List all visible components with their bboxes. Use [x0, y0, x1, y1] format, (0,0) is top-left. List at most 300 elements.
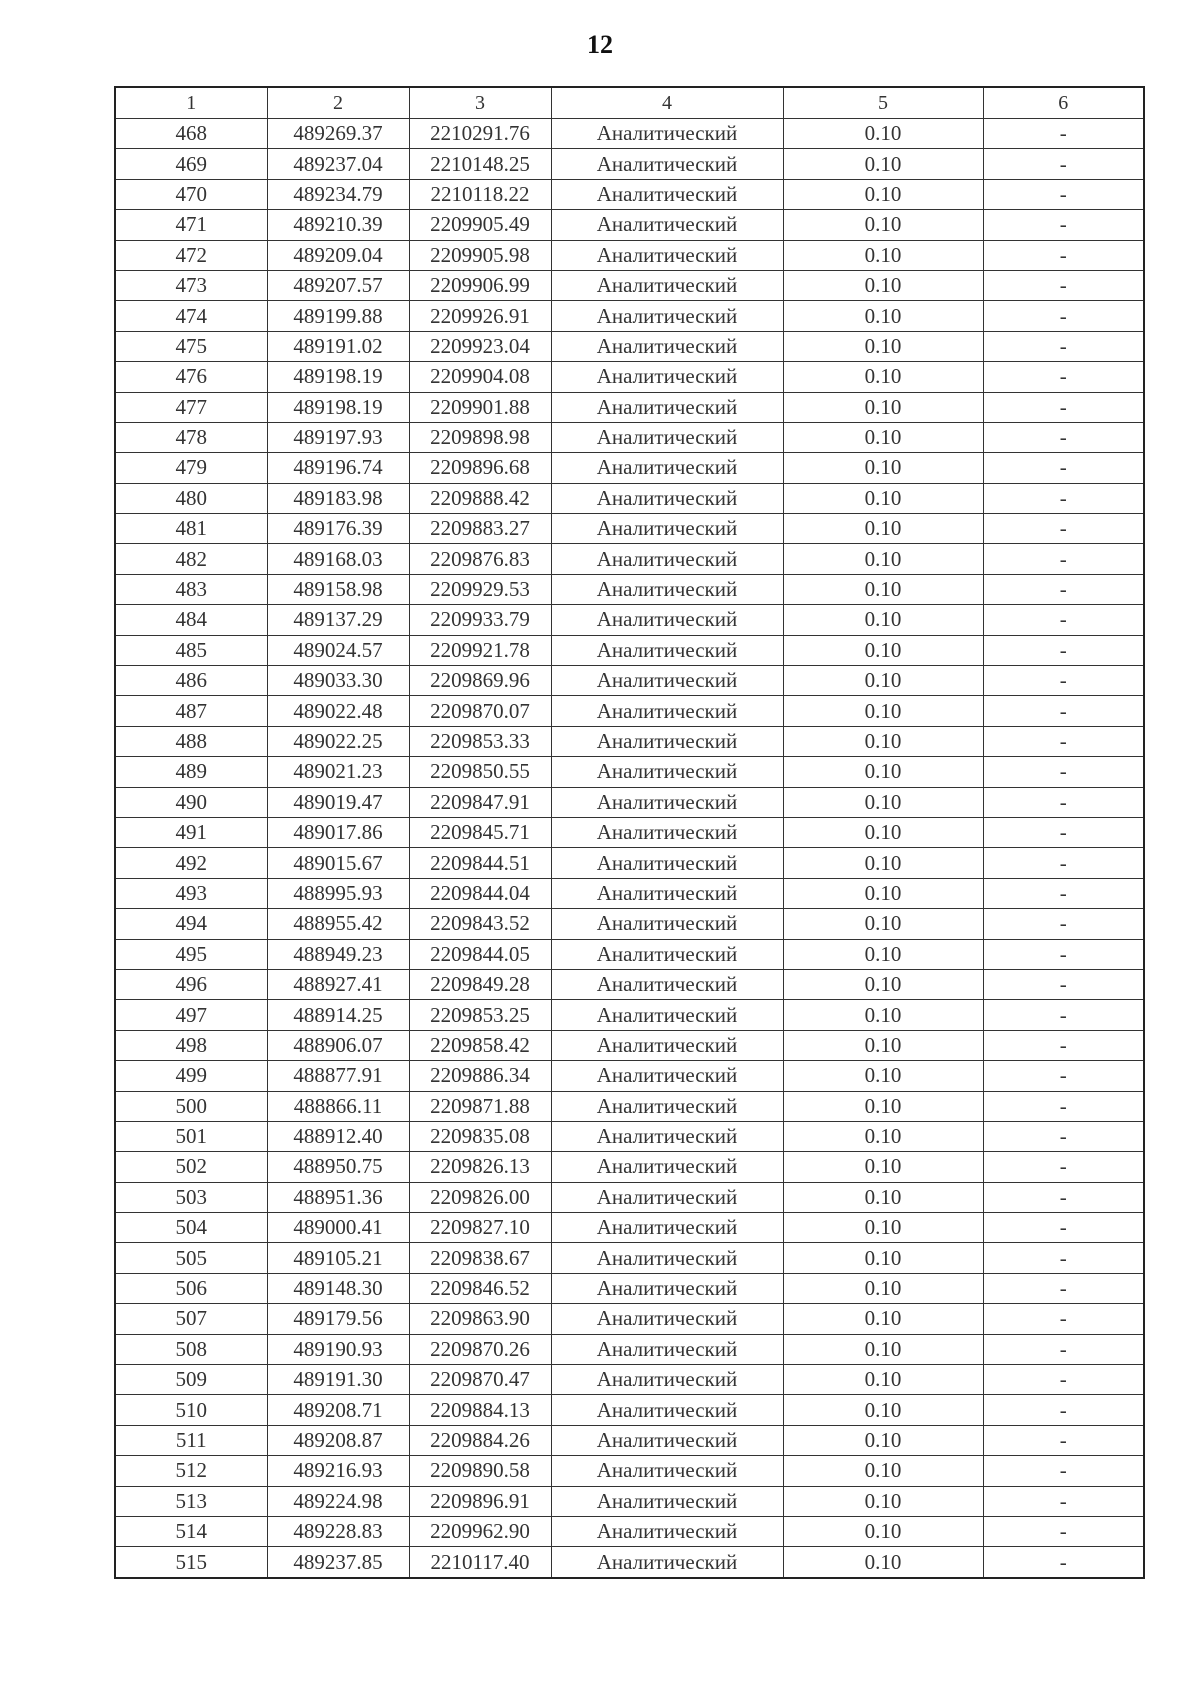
- description-cell: -: [983, 1243, 1144, 1273]
- point-number-cell: 486: [115, 666, 267, 696]
- accuracy-cell: 0.10: [783, 1152, 983, 1182]
- y-coordinate-cell: 2209844.05: [409, 939, 551, 969]
- accuracy-cell: 0.10: [783, 1182, 983, 1212]
- accuracy-cell: 0.10: [783, 240, 983, 270]
- description-cell: -: [983, 240, 1144, 270]
- y-coordinate-cell: 2209904.08: [409, 362, 551, 392]
- x-coordinate-cell: 488877.91: [267, 1061, 409, 1091]
- description-cell: -: [983, 422, 1144, 452]
- x-coordinate-cell: 489183.98: [267, 483, 409, 513]
- method-cell: Аналитический: [551, 331, 783, 361]
- method-cell: Аналитический: [551, 666, 783, 696]
- point-number-cell: 474: [115, 301, 267, 331]
- accuracy-cell: 0.10: [783, 635, 983, 665]
- method-cell: Аналитический: [551, 878, 783, 908]
- accuracy-cell: 0.10: [783, 666, 983, 696]
- point-number-cell: 470: [115, 179, 267, 209]
- method-cell: Аналитический: [551, 301, 783, 331]
- x-coordinate-cell: 489137.29: [267, 605, 409, 635]
- accuracy-cell: 0.10: [783, 1425, 983, 1455]
- method-cell: Аналитический: [551, 1091, 783, 1121]
- y-coordinate-cell: 2209826.00: [409, 1182, 551, 1212]
- x-coordinate-cell: 488955.42: [267, 909, 409, 939]
- table-row: [115, 1091, 1144, 1121]
- x-coordinate-cell: 489234.79: [267, 179, 409, 209]
- point-number-cell: 469: [115, 149, 267, 179]
- column-header: 4: [551, 87, 783, 119]
- accuracy-cell: 0.10: [783, 544, 983, 574]
- x-coordinate-cell: 489199.88: [267, 301, 409, 331]
- table-row: [115, 1061, 1144, 1091]
- table-row: [115, 544, 1144, 574]
- accuracy-cell: 0.10: [783, 574, 983, 604]
- description-cell: -: [983, 848, 1144, 878]
- y-coordinate-cell: 2209847.91: [409, 787, 551, 817]
- point-number-cell: 491: [115, 817, 267, 847]
- x-coordinate-cell: 488906.07: [267, 1030, 409, 1060]
- point-number-cell: 482: [115, 544, 267, 574]
- description-cell: -: [983, 149, 1144, 179]
- x-coordinate-cell: 489017.86: [267, 817, 409, 847]
- y-coordinate-cell: 2209886.34: [409, 1061, 551, 1091]
- accuracy-cell: 0.10: [783, 1091, 983, 1121]
- point-number-cell: 500: [115, 1091, 267, 1121]
- point-number-cell: 494: [115, 909, 267, 939]
- accuracy-cell: 0.10: [783, 1547, 983, 1578]
- accuracy-cell: 0.10: [783, 392, 983, 422]
- y-coordinate-cell: 2209933.79: [409, 605, 551, 635]
- x-coordinate-cell: 489208.87: [267, 1425, 409, 1455]
- x-coordinate-cell: 488914.25: [267, 1000, 409, 1030]
- table-row: [115, 1243, 1144, 1273]
- y-coordinate-cell: 2209929.53: [409, 574, 551, 604]
- description-cell: -: [983, 1304, 1144, 1334]
- table-row: [115, 1000, 1144, 1030]
- method-cell: Аналитический: [551, 1547, 783, 1578]
- table-row: [115, 1425, 1144, 1455]
- accuracy-cell: 0.10: [783, 179, 983, 209]
- x-coordinate-cell: 489237.04: [267, 149, 409, 179]
- method-cell: Аналитический: [551, 179, 783, 209]
- x-coordinate-cell: 489210.39: [267, 210, 409, 240]
- method-cell: Аналитический: [551, 1000, 783, 1030]
- accuracy-cell: 0.10: [783, 1243, 983, 1273]
- table-row: [115, 1395, 1144, 1425]
- y-coordinate-cell: 2209870.07: [409, 696, 551, 726]
- y-coordinate-cell: 2209853.25: [409, 1000, 551, 1030]
- accuracy-cell: 0.10: [783, 1365, 983, 1395]
- x-coordinate-cell: 489179.56: [267, 1304, 409, 1334]
- y-coordinate-cell: 2209844.51: [409, 848, 551, 878]
- x-coordinate-cell: 488912.40: [267, 1121, 409, 1151]
- y-coordinate-cell: 2209869.96: [409, 666, 551, 696]
- table-row: [115, 817, 1144, 847]
- point-number-cell: 503: [115, 1182, 267, 1212]
- method-cell: Аналитический: [551, 1365, 783, 1395]
- description-cell: -: [983, 331, 1144, 361]
- table-row: [115, 666, 1144, 696]
- description-cell: -: [983, 1213, 1144, 1243]
- description-cell: -: [983, 1334, 1144, 1364]
- description-cell: -: [983, 301, 1144, 331]
- y-coordinate-cell: 2209844.04: [409, 878, 551, 908]
- x-coordinate-cell: 489000.41: [267, 1213, 409, 1243]
- x-coordinate-cell: 489021.23: [267, 757, 409, 787]
- y-coordinate-cell: 2209870.47: [409, 1365, 551, 1395]
- y-coordinate-cell: 2209838.67: [409, 1243, 551, 1273]
- description-cell: -: [983, 1061, 1144, 1091]
- point-number-cell: 493: [115, 878, 267, 908]
- y-coordinate-cell: 2209835.08: [409, 1121, 551, 1151]
- x-coordinate-cell: 489208.71: [267, 1395, 409, 1425]
- y-coordinate-cell: 2209858.42: [409, 1030, 551, 1060]
- description-cell: -: [983, 1152, 1144, 1182]
- y-coordinate-cell: 2209926.91: [409, 301, 551, 331]
- point-number-cell: 481: [115, 514, 267, 544]
- method-cell: Аналитический: [551, 574, 783, 604]
- method-cell: Аналитический: [551, 1030, 783, 1060]
- y-coordinate-cell: 2209896.68: [409, 453, 551, 483]
- y-coordinate-cell: 2209850.55: [409, 757, 551, 787]
- description-cell: -: [983, 787, 1144, 817]
- y-coordinate-cell: 2209871.88: [409, 1091, 551, 1121]
- description-cell: -: [983, 362, 1144, 392]
- method-cell: Аналитический: [551, 514, 783, 544]
- x-coordinate-cell: 489269.37: [267, 119, 409, 149]
- y-coordinate-cell: 2209876.83: [409, 544, 551, 574]
- description-cell: -: [983, 1456, 1144, 1486]
- method-cell: Аналитический: [551, 909, 783, 939]
- x-coordinate-cell: 489198.19: [267, 392, 409, 422]
- table-row: [115, 119, 1144, 149]
- method-cell: Аналитический: [551, 635, 783, 665]
- table-row: [115, 1486, 1144, 1516]
- accuracy-cell: 0.10: [783, 605, 983, 635]
- description-cell: -: [983, 1000, 1144, 1030]
- table-row: [115, 1182, 1144, 1212]
- y-coordinate-cell: 2209846.52: [409, 1273, 551, 1303]
- point-number-cell: 498: [115, 1030, 267, 1060]
- table-row: [115, 1456, 1144, 1486]
- description-cell: -: [983, 1365, 1144, 1395]
- description-cell: -: [983, 453, 1144, 483]
- x-coordinate-cell: 489228.83: [267, 1516, 409, 1546]
- table-row: [115, 726, 1144, 756]
- point-number-cell: 479: [115, 453, 267, 483]
- method-cell: Аналитический: [551, 1334, 783, 1364]
- method-cell: Аналитический: [551, 1243, 783, 1273]
- method-cell: Аналитический: [551, 240, 783, 270]
- description-cell: -: [983, 696, 1144, 726]
- y-coordinate-cell: 2210291.76: [409, 119, 551, 149]
- y-coordinate-cell: 2210148.25: [409, 149, 551, 179]
- x-coordinate-cell: 489190.93: [267, 1334, 409, 1364]
- y-coordinate-cell: 2209853.33: [409, 726, 551, 756]
- x-coordinate-cell: 489191.02: [267, 331, 409, 361]
- table-row: [115, 1030, 1144, 1060]
- point-number-cell: 507: [115, 1304, 267, 1334]
- table-row: [115, 635, 1144, 665]
- point-number-cell: 483: [115, 574, 267, 604]
- x-coordinate-cell: 489033.30: [267, 666, 409, 696]
- method-cell: Аналитический: [551, 1395, 783, 1425]
- point-number-cell: 514: [115, 1516, 267, 1546]
- method-cell: Аналитический: [551, 848, 783, 878]
- point-number-cell: 487: [115, 696, 267, 726]
- table-row: [115, 969, 1144, 999]
- accuracy-cell: 0.10: [783, 1334, 983, 1364]
- method-cell: Аналитический: [551, 422, 783, 452]
- table-row: [115, 757, 1144, 787]
- point-number-cell: 468: [115, 119, 267, 149]
- accuracy-cell: 0.10: [783, 453, 983, 483]
- y-coordinate-cell: 2209826.13: [409, 1152, 551, 1182]
- accuracy-cell: 0.10: [783, 939, 983, 969]
- method-cell: Аналитический: [551, 1516, 783, 1546]
- table-row: [115, 362, 1144, 392]
- point-number-cell: 495: [115, 939, 267, 969]
- x-coordinate-cell: 488866.11: [267, 1091, 409, 1121]
- table-row: [115, 210, 1144, 240]
- x-coordinate-cell: 489237.85: [267, 1547, 409, 1578]
- method-cell: Аналитический: [551, 817, 783, 847]
- y-coordinate-cell: 2209923.04: [409, 331, 551, 361]
- description-cell: -: [983, 1091, 1144, 1121]
- accuracy-cell: 0.10: [783, 1061, 983, 1091]
- y-coordinate-cell: 2209884.13: [409, 1395, 551, 1425]
- table-row: [115, 878, 1144, 908]
- method-cell: Аналитический: [551, 149, 783, 179]
- point-number-cell: 496: [115, 969, 267, 999]
- description-cell: -: [983, 1030, 1144, 1060]
- point-number-cell: 489: [115, 757, 267, 787]
- column-header: 2: [267, 87, 409, 119]
- point-number-cell: 488: [115, 726, 267, 756]
- x-coordinate-cell: 489158.98: [267, 574, 409, 604]
- table-row: [115, 1304, 1144, 1334]
- accuracy-cell: 0.10: [783, 787, 983, 817]
- y-coordinate-cell: 2209884.26: [409, 1425, 551, 1455]
- method-cell: Аналитический: [551, 726, 783, 756]
- point-number-cell: 510: [115, 1395, 267, 1425]
- description-cell: -: [983, 270, 1144, 300]
- x-coordinate-cell: 489022.25: [267, 726, 409, 756]
- column-header: 1: [115, 87, 267, 119]
- x-coordinate-cell: 488995.93: [267, 878, 409, 908]
- x-coordinate-cell: 489024.57: [267, 635, 409, 665]
- description-cell: -: [983, 179, 1144, 209]
- method-cell: Аналитический: [551, 270, 783, 300]
- table-row: [115, 1121, 1144, 1151]
- description-cell: -: [983, 1395, 1144, 1425]
- accuracy-cell: 0.10: [783, 909, 983, 939]
- accuracy-cell: 0.10: [783, 1516, 983, 1546]
- description-cell: -: [983, 210, 1144, 240]
- table-body: [115, 119, 1144, 1578]
- description-cell: -: [983, 726, 1144, 756]
- x-coordinate-cell: 489197.93: [267, 422, 409, 452]
- x-coordinate-cell: 489176.39: [267, 514, 409, 544]
- accuracy-cell: 0.10: [783, 270, 983, 300]
- method-cell: Аналитический: [551, 1456, 783, 1486]
- point-number-cell: 513: [115, 1486, 267, 1516]
- x-coordinate-cell: 489196.74: [267, 453, 409, 483]
- x-coordinate-cell: 488927.41: [267, 969, 409, 999]
- method-cell: Аналитический: [551, 696, 783, 726]
- description-cell: -: [983, 817, 1144, 847]
- x-coordinate-cell: 489168.03: [267, 544, 409, 574]
- description-cell: -: [983, 1273, 1144, 1303]
- point-number-cell: 502: [115, 1152, 267, 1182]
- description-cell: -: [983, 1486, 1144, 1516]
- y-coordinate-cell: 2209845.71: [409, 817, 551, 847]
- y-coordinate-cell: 2209888.42: [409, 483, 551, 513]
- point-number-cell: 508: [115, 1334, 267, 1364]
- y-coordinate-cell: 2209849.28: [409, 969, 551, 999]
- accuracy-cell: 0.10: [783, 1395, 983, 1425]
- description-cell: -: [983, 969, 1144, 999]
- accuracy-cell: 0.10: [783, 1213, 983, 1243]
- point-number-cell: 499: [115, 1061, 267, 1091]
- x-coordinate-cell: 489198.19: [267, 362, 409, 392]
- point-number-cell: 497: [115, 1000, 267, 1030]
- description-cell: -: [983, 392, 1144, 422]
- method-cell: Аналитический: [551, 1486, 783, 1516]
- point-number-cell: 504: [115, 1213, 267, 1243]
- table-row: [115, 574, 1144, 604]
- point-number-cell: 506: [115, 1273, 267, 1303]
- accuracy-cell: 0.10: [783, 757, 983, 787]
- description-cell: -: [983, 574, 1144, 604]
- method-cell: Аналитический: [551, 787, 783, 817]
- x-coordinate-cell: 488951.36: [267, 1182, 409, 1212]
- y-coordinate-cell: 2209906.99: [409, 270, 551, 300]
- table-row: [115, 1547, 1144, 1578]
- method-cell: Аналитический: [551, 210, 783, 240]
- x-coordinate-cell: 489019.47: [267, 787, 409, 817]
- description-cell: -: [983, 1121, 1144, 1151]
- accuracy-cell: 0.10: [783, 119, 983, 149]
- x-coordinate-cell: 488949.23: [267, 939, 409, 969]
- description-cell: -: [983, 757, 1144, 787]
- method-cell: Аналитический: [551, 1182, 783, 1212]
- accuracy-cell: 0.10: [783, 514, 983, 544]
- point-number-cell: 480: [115, 483, 267, 513]
- table-row: [115, 605, 1144, 635]
- accuracy-cell: 0.10: [783, 301, 983, 331]
- method-cell: Аналитический: [551, 483, 783, 513]
- table-row: [115, 514, 1144, 544]
- point-number-cell: 473: [115, 270, 267, 300]
- table-row: [115, 939, 1144, 969]
- table-row: [115, 1334, 1144, 1364]
- accuracy-cell: 0.10: [783, 362, 983, 392]
- x-coordinate-cell: 489022.48: [267, 696, 409, 726]
- point-number-cell: 476: [115, 362, 267, 392]
- column-header: 3: [409, 87, 551, 119]
- description-cell: -: [983, 939, 1144, 969]
- method-cell: Аналитический: [551, 605, 783, 635]
- method-cell: Аналитический: [551, 119, 783, 149]
- y-coordinate-cell: 2209827.10: [409, 1213, 551, 1243]
- method-cell: Аналитический: [551, 1213, 783, 1243]
- accuracy-cell: 0.10: [783, 1486, 983, 1516]
- y-coordinate-cell: 2209905.98: [409, 240, 551, 270]
- description-cell: -: [983, 605, 1144, 635]
- table-row: [115, 909, 1144, 939]
- table-row: [115, 848, 1144, 878]
- point-number-cell: 505: [115, 1243, 267, 1273]
- table-row: [115, 453, 1144, 483]
- description-cell: -: [983, 1547, 1144, 1578]
- accuracy-cell: 0.10: [783, 483, 983, 513]
- point-number-cell: 477: [115, 392, 267, 422]
- method-cell: Аналитический: [551, 1061, 783, 1091]
- description-cell: -: [983, 514, 1144, 544]
- table-row: [115, 1152, 1144, 1182]
- table-row: [115, 301, 1144, 331]
- y-coordinate-cell: 2210118.22: [409, 179, 551, 209]
- coordinates-table: [114, 86, 1145, 1579]
- point-number-cell: 490: [115, 787, 267, 817]
- table-row: [115, 392, 1144, 422]
- accuracy-cell: 0.10: [783, 149, 983, 179]
- x-coordinate-cell: 489216.93: [267, 1456, 409, 1486]
- description-cell: -: [983, 1425, 1144, 1455]
- point-number-cell: 509: [115, 1365, 267, 1395]
- point-number-cell: 484: [115, 605, 267, 635]
- y-coordinate-cell: 2209870.26: [409, 1334, 551, 1364]
- table-row: [115, 422, 1144, 452]
- accuracy-cell: 0.10: [783, 1304, 983, 1334]
- accuracy-cell: 0.10: [783, 726, 983, 756]
- accuracy-cell: 0.10: [783, 696, 983, 726]
- accuracy-cell: 0.10: [783, 422, 983, 452]
- method-cell: Аналитический: [551, 969, 783, 999]
- x-coordinate-cell: 489209.04: [267, 240, 409, 270]
- table-row: [115, 331, 1144, 361]
- table-row: [115, 1365, 1144, 1395]
- x-coordinate-cell: 489148.30: [267, 1273, 409, 1303]
- method-cell: Аналитический: [551, 757, 783, 787]
- point-number-cell: 475: [115, 331, 267, 361]
- y-coordinate-cell: 2210117.40: [409, 1547, 551, 1578]
- description-cell: -: [983, 1516, 1144, 1546]
- table-row: [115, 1273, 1144, 1303]
- y-coordinate-cell: 2209921.78: [409, 635, 551, 665]
- point-number-cell: 485: [115, 635, 267, 665]
- accuracy-cell: 0.10: [783, 331, 983, 361]
- x-coordinate-cell: 489015.67: [267, 848, 409, 878]
- accuracy-cell: 0.10: [783, 1121, 983, 1151]
- column-header: 6: [983, 87, 1144, 119]
- method-cell: Аналитический: [551, 1304, 783, 1334]
- description-cell: -: [983, 666, 1144, 696]
- method-cell: Аналитический: [551, 392, 783, 422]
- y-coordinate-cell: 2209898.98: [409, 422, 551, 452]
- x-coordinate-cell: 489105.21: [267, 1243, 409, 1273]
- table-row: [115, 1516, 1144, 1546]
- accuracy-cell: 0.10: [783, 1456, 983, 1486]
- x-coordinate-cell: 488950.75: [267, 1152, 409, 1182]
- accuracy-cell: 0.10: [783, 969, 983, 999]
- method-cell: Аналитический: [551, 544, 783, 574]
- table-row: [115, 270, 1144, 300]
- table-row: [115, 1213, 1144, 1243]
- page-number: 12: [587, 30, 613, 59]
- description-cell: -: [983, 635, 1144, 665]
- method-cell: Аналитический: [551, 1273, 783, 1303]
